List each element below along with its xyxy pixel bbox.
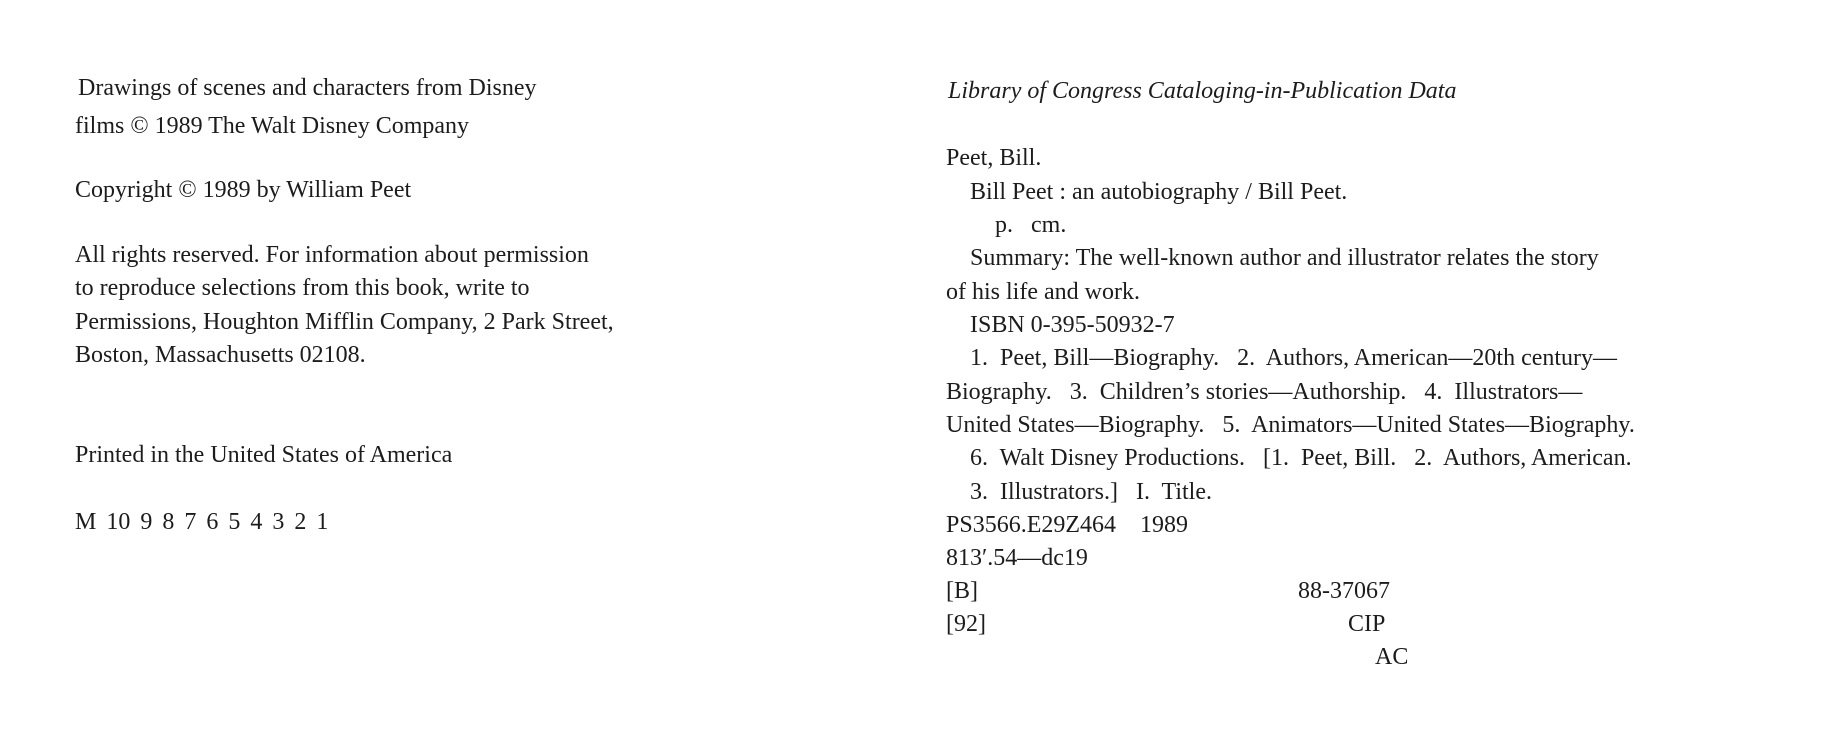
cip-mark: CIP	[1348, 611, 1386, 637]
cip-physical: p. cm.	[995, 212, 1067, 238]
cip-dewey-number: 813′.54—dc19	[946, 545, 1088, 571]
cip-subjects-line-3: United States—Biography. 5. Animators—United States—Biography.	[946, 412, 1635, 438]
cip-subjects-line-5: 3. Illustrators.] I. Title.	[970, 479, 1213, 505]
cip-code-b: [B]	[946, 578, 978, 604]
cip-subjects-line-4: 6. Walt Disney Productions. [1. Peet, Bill. 2. Authors, American.	[970, 445, 1632, 471]
cip-heading: Library of Congress Cataloging-in-Publication Data	[948, 78, 1457, 104]
cip-ac-mark: AC	[1375, 644, 1409, 670]
rights-line-3: Permissions, Houghton Mifflin Company, 2 Park Street,	[75, 309, 614, 335]
cip-title-line: Bill Peet : an autobiography / Bill Peet.	[970, 179, 1348, 205]
cip-summary-line-1: Summary: The well-known author and illustrator relates the story	[970, 245, 1599, 271]
art-credit-line-2: films © 1989 The Walt Disney Company	[75, 113, 470, 139]
rights-line-1: All rights reserved. For information about permission	[75, 242, 589, 268]
cip-subjects-line-2: Biography. 3. Children’s stories—Authorship. 4. Illustrators—	[946, 379, 1583, 405]
printing-line: M 10 9 8 7 6 5 4 3 2 1	[75, 509, 329, 535]
cip-subjects-line-1: 1. Peet, Bill—Biography. 2. Authors, American—20th century—	[970, 345, 1618, 371]
left-page	[0, 0, 918, 756]
cip-code-92: [92]	[946, 611, 986, 637]
cip-lc-call-number: PS3566.E29Z464 1989	[946, 512, 1189, 538]
copyright-notice: Copyright © 1989 by William Peet	[75, 177, 412, 203]
printed-in: Printed in the United States of America	[75, 442, 453, 468]
cip-summary-line-2: of his life and work.	[946, 279, 1140, 305]
rights-line-4: Boston, Massachusetts 02108.	[75, 342, 366, 368]
right-page	[918, 0, 1837, 756]
cip-author: Peet, Bill.	[946, 145, 1042, 171]
cip-lccn: 88-37067	[1298, 578, 1390, 604]
art-credit-line-1: Drawings of scenes and characters from Disney	[78, 75, 537, 101]
cip-isbn: ISBN 0-395-50932-7	[970, 312, 1175, 338]
rights-line-2: to reproduce selections from this book, write to	[75, 275, 530, 301]
